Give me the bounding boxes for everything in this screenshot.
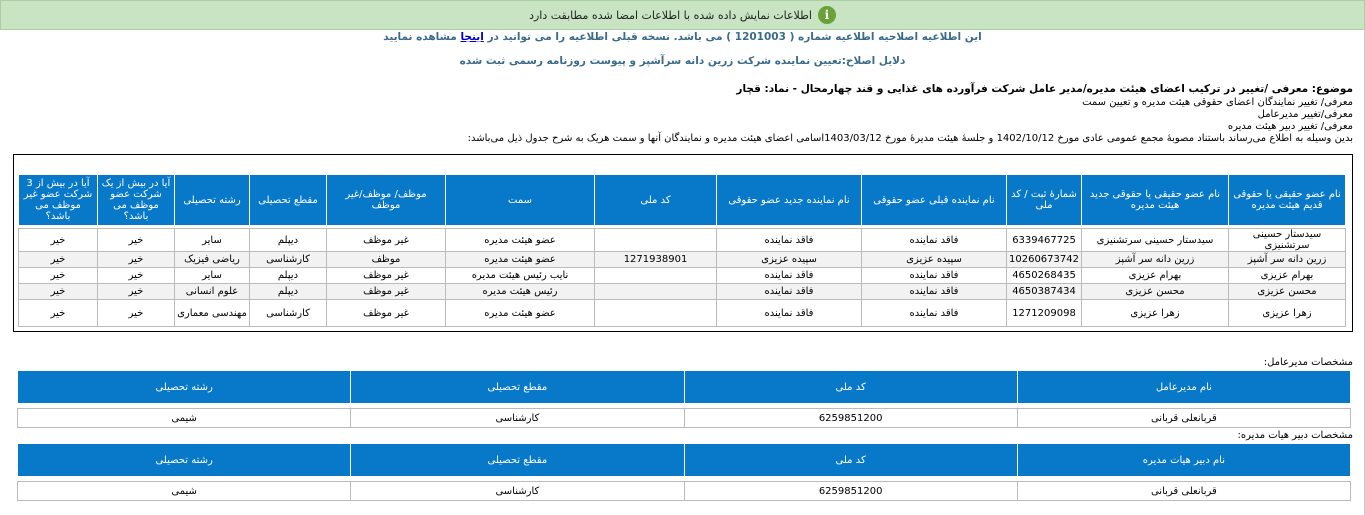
col-new-member: نام عضو حقیقی یا حقوقی جدید هیئت مدیره bbox=[1082, 175, 1229, 226]
ceo-header-row: نام مدیرعامل کد ملی مقطع تحصیلی رشته تحصیلی bbox=[18, 371, 1351, 404]
table-row: محسن عزیزی محسن عزیزی 4650387434 فاقد نماینده فاقد نماینده رئیس هیئت مدیره غیر موظف دیپلم علوم انسانی خیر خیر bbox=[19, 284, 1346, 300]
previous-version-link[interactable]: اینجا bbox=[460, 31, 484, 43]
verification-banner bbox=[0, 0, 1365, 30]
table-row: سیدستار حسینی سرتشنیزی سیدستار حسینی سرتشنیزی 6339467725 فاقد نماینده فاقد نماینده عضو هیئت مدیره غیر موظف دیپلم سایر خیر خیر bbox=[19, 229, 1346, 252]
col-field: رشته تحصیلی bbox=[175, 175, 250, 226]
board-header-row bbox=[19, 175, 1346, 226]
subject-title: موضوع: معرفی /تغییر در ترکیب اعضای هیئت مدیره/مدیر عامل شرکت فرآورده های غذایی و قند چهارمحال - نماد: قچار bbox=[736, 83, 1353, 95]
ceo-section-title: مشخصات مدیرعامل: bbox=[1263, 357, 1353, 368]
secretary-header-row: نام دبیر هیات مدیره کد ملی مقطع تحصیلی رشته تحصیلی bbox=[18, 444, 1351, 477]
col-degree: مقطع تحصیلی bbox=[250, 175, 327, 226]
subject-line-3: معرفی/ تغییر دبیر هیئت مدیره bbox=[1227, 121, 1353, 132]
table-row: زهرا عزیزی زهرا عزیزی 1271209098 فاقد نماینده فاقد نماینده عضو هیئت مدیره غیر موظف کارشناسی مهندسی معماری خیر خیر bbox=[19, 300, 1346, 327]
col-multi-nonduty: آیا در بیش از 3 شرکت عضو غیر موظف می باشد؟ bbox=[19, 175, 98, 226]
col-prev-rep: نام نماینده قبلی عضو حقوقی bbox=[862, 175, 1007, 226]
secretary-section-title: مشخصات دبیر هیات مدیره: bbox=[1237, 430, 1353, 441]
col-position: سمت bbox=[446, 175, 595, 226]
col-reg-no: شمارهٔ ثبت / کد ملی bbox=[1007, 175, 1082, 226]
subject-line-1: معرفی/ تغییر نمایندگان اعضای حقوقی هیئت مدیره و تعیین سمت bbox=[1082, 97, 1353, 108]
col-old-member: نام عضو حقیقی یا حقوقی قدیم هیئت مدیره bbox=[1229, 175, 1346, 226]
col-national-id: کد ملی bbox=[595, 175, 717, 226]
col-duty: موظف/ موظف/غیر موظف bbox=[327, 175, 446, 226]
secretary-table bbox=[17, 443, 1351, 501]
table-row: زرین دانه سر آشپز زرین دانه سر آشپز 10260673742 سپیده عزیزی سپیده عزیزی 1271938901 عضو هیئت مدیره موظف کارشناسی ریاضی فیزیک خیر خیر bbox=[19, 252, 1346, 268]
notice-prefix: این اطلاعیه اصلاحیه اطلاعیه شماره ( 1201003 ) می باشد. نسخه قبلی اطلاعیه را می توانید در bbox=[487, 31, 982, 43]
subject-line-2: معرفی/تغییر مدیرعامل bbox=[1257, 109, 1353, 120]
correction-notice bbox=[0, 31, 1365, 43]
notice-suffix: مشاهده نمایید bbox=[383, 31, 457, 43]
banner-text: اطلاعات نمایش داده شده با اطلاعات امضا شده مطابقت دارد bbox=[529, 8, 812, 22]
table-row: قربانعلی قربانی 6259851200 کارشناسی شیمی bbox=[18, 482, 1351, 501]
table-row: قربانعلی قربانی 6259851200 کارشناسی شیمی bbox=[18, 409, 1351, 428]
intro-text: بدین وسیله به اطلاع می‌رساند باستناد مصوبهٔ مجمع عمومی عادی مورخ 1402/10/12 و جلسهٔ هیئت مدیرهٔ مورخ 1403/03/12اسامی اعضای هیئت مدیره و نمایندگان آنها و سمت هریک به شرح جدول ذیل می‌باشد: bbox=[467, 133, 1353, 144]
board-table bbox=[18, 174, 1346, 327]
col-new-rep: نام نماینده جدید عضو حقوقی bbox=[717, 175, 862, 226]
col-multi-duty: آیا در بیش از یک شرکت عضو موظف می باشد؟ bbox=[98, 175, 175, 226]
table-row: بهرام عزیزی بهرام عزیزی 4650268435 فاقد نماینده فاقد نماینده نایب رئیس هیئت مدیره غیر موظف دیپلم سایر خیر خیر bbox=[19, 268, 1346, 284]
correction-reason: دلایل اصلاح:تعیین نماینده شرکت زرین دانه سرآشپز و پیوست روزنامه رسمی ثبت شده bbox=[459, 55, 906, 67]
ceo-table bbox=[17, 370, 1351, 428]
info-icon: i bbox=[818, 6, 836, 24]
